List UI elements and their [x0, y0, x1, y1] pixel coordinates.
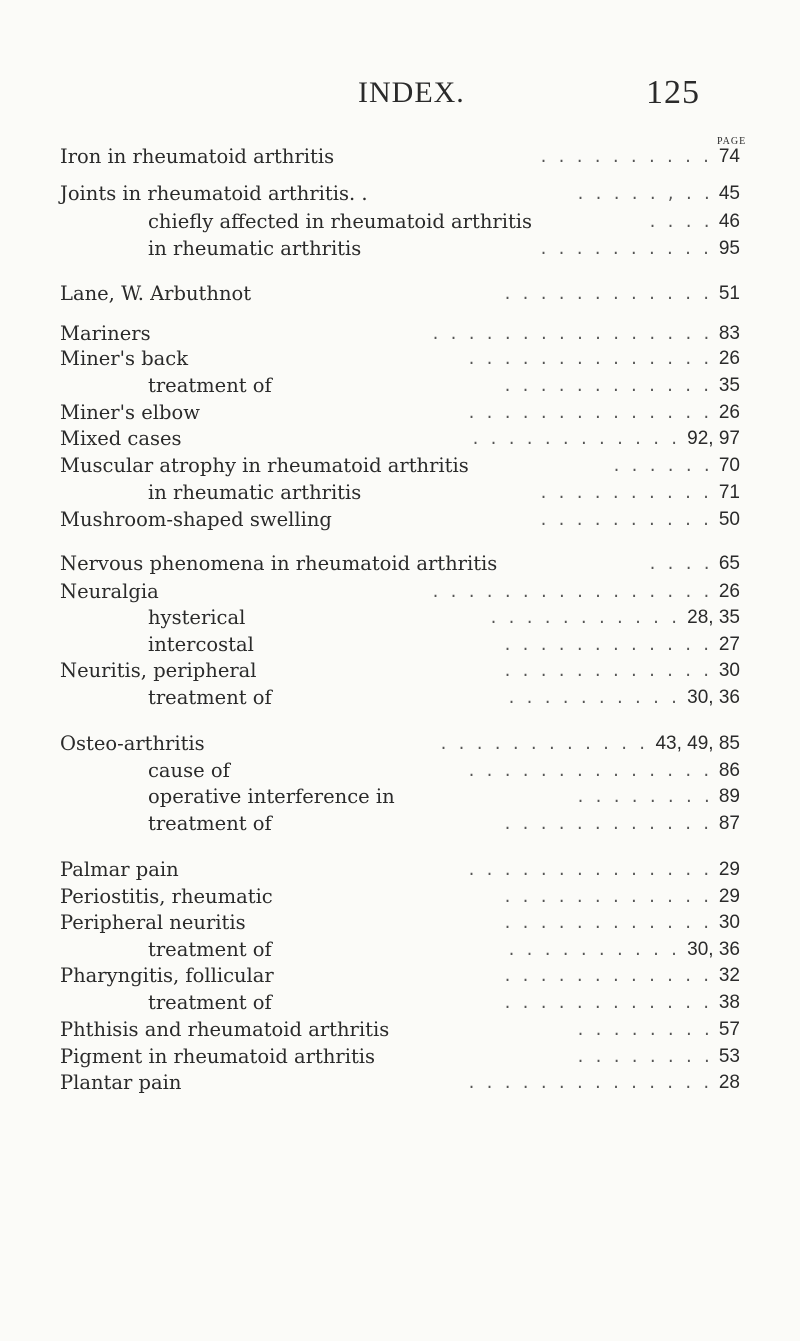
leader-dots: . . . . . . . . . . — [539, 511, 711, 529]
index-entry — [0, 345, 800, 373]
entry-label: Pigment in rheumatoid arthritis — [60, 1045, 376, 1068]
leader-dots: . . . . — [648, 213, 712, 231]
entry-label: Periostitis, rheumatic — [60, 885, 273, 908]
entry-page-numbers: 30, 36 — [687, 939, 740, 960]
entry-label: Osteo-arthritis — [60, 732, 205, 755]
index-entry — [0, 578, 800, 606]
index-entry — [0, 604, 800, 632]
entry-label: Nervous phenomena in rheumatoid arthritis — [60, 552, 498, 575]
leader-dots: . . . . — [648, 555, 712, 573]
index-entry — [0, 810, 800, 838]
entry-page-numbers: 71 — [718, 482, 740, 503]
leader-dots: . . . . . , . . — [576, 185, 712, 203]
entry-label: treatment of — [148, 374, 272, 397]
entry-page-numbers: 65 — [718, 553, 740, 574]
entry-page-numbers: 83 — [718, 323, 740, 344]
leader-dots: . . . . . . . . . . — [507, 941, 679, 959]
entry-label: treatment of — [148, 938, 272, 961]
index-entry — [0, 657, 800, 685]
index-entry — [0, 425, 800, 453]
leader-dots: . . . . . . . . — [576, 788, 712, 806]
leader-dots: . . . . . . . . . . . . . . . . — [431, 583, 711, 601]
entry-page-numbers: 29 — [718, 886, 740, 907]
index-entry — [0, 684, 800, 712]
leader-dots: . . . . . . . . . . . . — [503, 888, 711, 906]
entry-page-numbers: 38 — [718, 992, 740, 1013]
leader-dots: . . . . . . . . . . . . — [503, 636, 711, 654]
leader-dots: . . . . . . . . . . . . . . — [467, 861, 711, 879]
index-entry — [0, 235, 800, 263]
entry-page-numbers: 28, 35 — [687, 607, 740, 628]
leader-dots: . . . . . . . . — [576, 1021, 712, 1039]
index-entry — [0, 962, 800, 990]
page-number: 125 — [646, 74, 700, 111]
leader-dots: . . . . . . . . . . — [507, 689, 679, 707]
index-entry — [0, 989, 800, 1017]
entry-label: Palmar pain — [60, 858, 179, 881]
index-entry — [0, 372, 800, 400]
entry-page-numbers: 86 — [718, 760, 740, 781]
index-entry — [0, 631, 800, 659]
page-column-header: PAGE — [717, 136, 747, 147]
entry-label: intercostal — [148, 633, 254, 656]
entry-page-numbers: 50 — [718, 509, 740, 530]
entry-label: hysterical — [148, 606, 246, 629]
leader-dots: . . . . . . . . . . — [539, 148, 711, 166]
entry-label: treatment of — [148, 686, 272, 709]
index-entry — [0, 320, 800, 348]
entry-page-numbers: 53 — [718, 1046, 740, 1067]
page-header — [0, 76, 800, 116]
leader-dots: . . . . . . . . . . — [539, 484, 711, 502]
entry-page-numbers: 26 — [718, 348, 740, 369]
index-entry — [0, 1016, 800, 1044]
page-title: INDEX. — [358, 76, 465, 109]
index-entry — [0, 208, 800, 236]
leader-dots: . . . . . . . . . . . . — [503, 285, 711, 303]
entry-page-numbers: 27 — [718, 634, 740, 655]
entry-page-numbers: 30, 36 — [687, 687, 740, 708]
entry-page-numbers: 92, 97 — [687, 428, 740, 449]
index-entry — [0, 757, 800, 785]
entry-label: Pharyngitis, follicular — [60, 964, 274, 987]
entry-label: Iron in rheumatoid arthritis — [60, 145, 335, 168]
leader-dots: . . . . . . . . . . . . — [471, 430, 679, 448]
entry-page-numbers: 70 — [718, 455, 740, 476]
index-entry — [0, 856, 800, 884]
index-entry — [0, 783, 800, 811]
index-entry — [0, 1069, 800, 1097]
entry-page-numbers: 89 — [718, 786, 740, 807]
entry-label: in rheumatic arthritis — [148, 481, 362, 504]
entry-page-numbers: 45 — [718, 183, 740, 204]
entry-label: Neuralgia — [60, 580, 159, 603]
leader-dots: . . . . . . . . — [576, 1048, 712, 1066]
entry-page-numbers: 35 — [718, 375, 740, 396]
entry-label: cause of — [148, 759, 230, 782]
entry-page-numbers: 29 — [718, 859, 740, 880]
entry-label: Miner's elbow — [60, 401, 200, 424]
leader-dots: . . . . . . . . . . . . — [503, 994, 711, 1012]
leader-dots: . . . . . . . . . . . . — [439, 735, 647, 753]
entry-label: Phthisis and rheumatoid arthritis — [60, 1018, 390, 1041]
leader-dots: . . . . . . . . . . — [539, 240, 711, 258]
index-entry — [0, 1043, 800, 1071]
entry-label: treatment of — [148, 991, 272, 1014]
entry-label: chiefly affected in rheumatoid arthritis — [148, 210, 533, 233]
index-entry — [0, 730, 800, 758]
leader-dots: . . . . . . . . . . . . . . — [467, 1074, 711, 1092]
index-entry — [0, 180, 800, 208]
leader-dots: . . . . . . . . . . . . . . — [467, 404, 711, 422]
entry-label: Mushroom-shaped swelling — [60, 508, 332, 531]
leader-dots: . . . . . . . . . . . . — [503, 967, 711, 985]
leader-dots: . . . . . . . . . . . . . . — [467, 762, 711, 780]
leader-dots: . . . . . . — [612, 457, 712, 475]
entry-label: operative interference in — [148, 785, 395, 808]
leader-dots: . . . . . . . . . . . . . . — [467, 350, 711, 368]
index-entry — [0, 936, 800, 964]
index-entry — [0, 883, 800, 911]
entry-label: Plantar pain — [60, 1071, 182, 1094]
entry-label: Peripheral neuritis — [60, 911, 246, 934]
entry-page-numbers: 46 — [718, 211, 740, 232]
index-entry — [0, 452, 800, 480]
entry-page-numbers: 43, 49, 85 — [655, 733, 740, 754]
leader-dots: . . . . . . . . . . . . — [503, 377, 711, 395]
entry-page-numbers: 26 — [718, 402, 740, 423]
entry-label: Miner's back — [60, 347, 189, 370]
entry-page-numbers: 32 — [718, 965, 740, 986]
entry-label: in rheumatic arthritis — [148, 237, 362, 260]
entry-page-numbers: 87 — [718, 813, 740, 834]
entry-label: Joints in rheumatoid arthritis. . — [60, 182, 368, 205]
entry-page-numbers: 51 — [718, 283, 740, 304]
entry-page-numbers: 30 — [718, 912, 740, 933]
index-entry — [0, 909, 800, 937]
leader-dots: . . . . . . . . . . . . . . . . — [431, 325, 711, 343]
entry-label: Lane, W. Arbuthnot — [60, 282, 252, 305]
entry-page-numbers: 26 — [718, 581, 740, 602]
entry-label: Neuritis, peripheral — [60, 659, 257, 682]
entry-page-numbers: 95 — [718, 238, 740, 259]
entry-label: Muscular atrophy in rheumatoid arthritis — [60, 454, 469, 477]
leader-dots: . . . . . . . . . . . . — [503, 815, 711, 833]
index-entry — [0, 506, 800, 534]
leader-dots: . . . . . . . . . . . . — [503, 662, 711, 680]
entry-label: Mixed cases — [60, 427, 182, 450]
entry-page-numbers: 57 — [718, 1019, 740, 1040]
entry-label: treatment of — [148, 812, 272, 835]
index-entry — [0, 280, 800, 308]
entry-page-numbers: 28 — [718, 1072, 740, 1093]
entry-page-numbers: 74 — [718, 146, 740, 167]
entry-label: Mariners — [60, 322, 151, 345]
entry-page-numbers: 30 — [718, 660, 740, 681]
index-entry — [0, 479, 800, 507]
leader-dots: . . . . . . . . . . . . — [503, 914, 711, 932]
index-entry — [0, 399, 800, 427]
leader-dots: . . . . . . . . . . . — [489, 609, 679, 627]
index-entry — [0, 143, 800, 171]
index-entry — [0, 550, 800, 578]
